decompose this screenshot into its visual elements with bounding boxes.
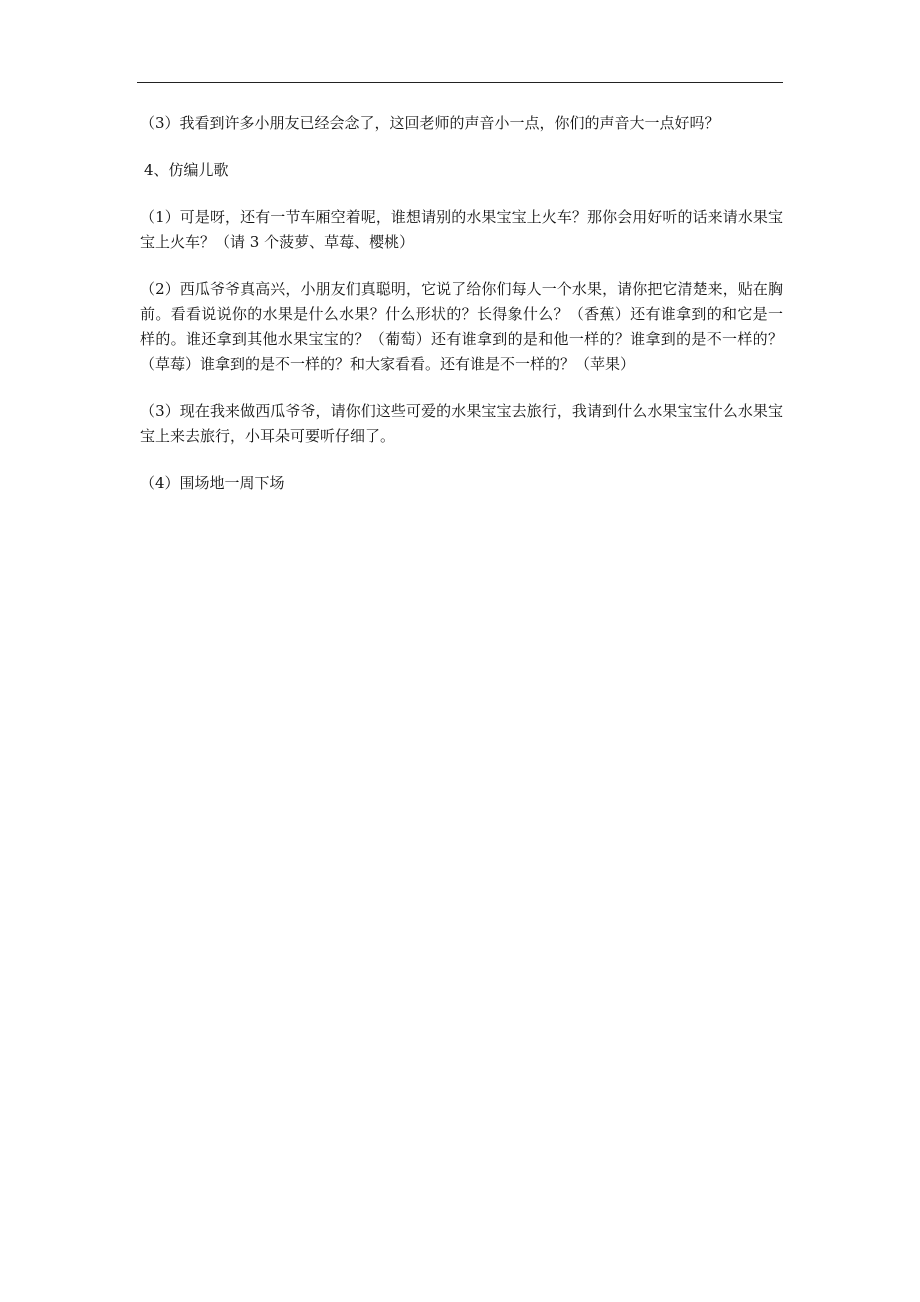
- paragraph-step-3-travel: （3）现在我来做西瓜爷爷，请你们这些可爱的水果宝宝去旅行，我请到什么水果宝宝什么水果宝宝上来去旅行，小耳朵可要听仔细了。: [140, 402, 783, 445]
- header-rule: [137, 82, 783, 83]
- paragraph-step-3-read-aloud: （3）我看到许多小朋友已经会念了，这回老师的声音小一点，你们的声音大一点好吗？: [140, 114, 720, 132]
- paragraph-step-2-watermelon-grandpa: （2）西瓜爷爷真高兴，小朋友们真聪明，它说了给你们每人一个水果，请你把它清楚来，贴在胸前。看看说说你的水果是什么水果？什么形状的？长得象什么？（香蕉）还有谁拿到的和它是一样的。谁还拿到其他水果宝宝的？（葡萄）还有谁拿到的是和他一样的？谁拿到的是不一样的？（草莓）谁拿到的是不一样的？和大家看看。还有谁是不一样的？（苹果）: [140, 280, 783, 373]
- paragraph-step-1-invite-fruit: （1）可是呀，还有一节车厢空着呢，谁想请别的水果宝宝上火车？那你会用好听的话来请水果宝宝上火车？（请 3 个菠萝、草莓、樱桃）: [140, 208, 783, 251]
- section-heading-imitate-song: 4、仿编儿歌: [144, 161, 229, 179]
- paragraph-step-4-exit: （4）围场地一周下场: [140, 474, 285, 492]
- document-body: [140, 111, 783, 496]
